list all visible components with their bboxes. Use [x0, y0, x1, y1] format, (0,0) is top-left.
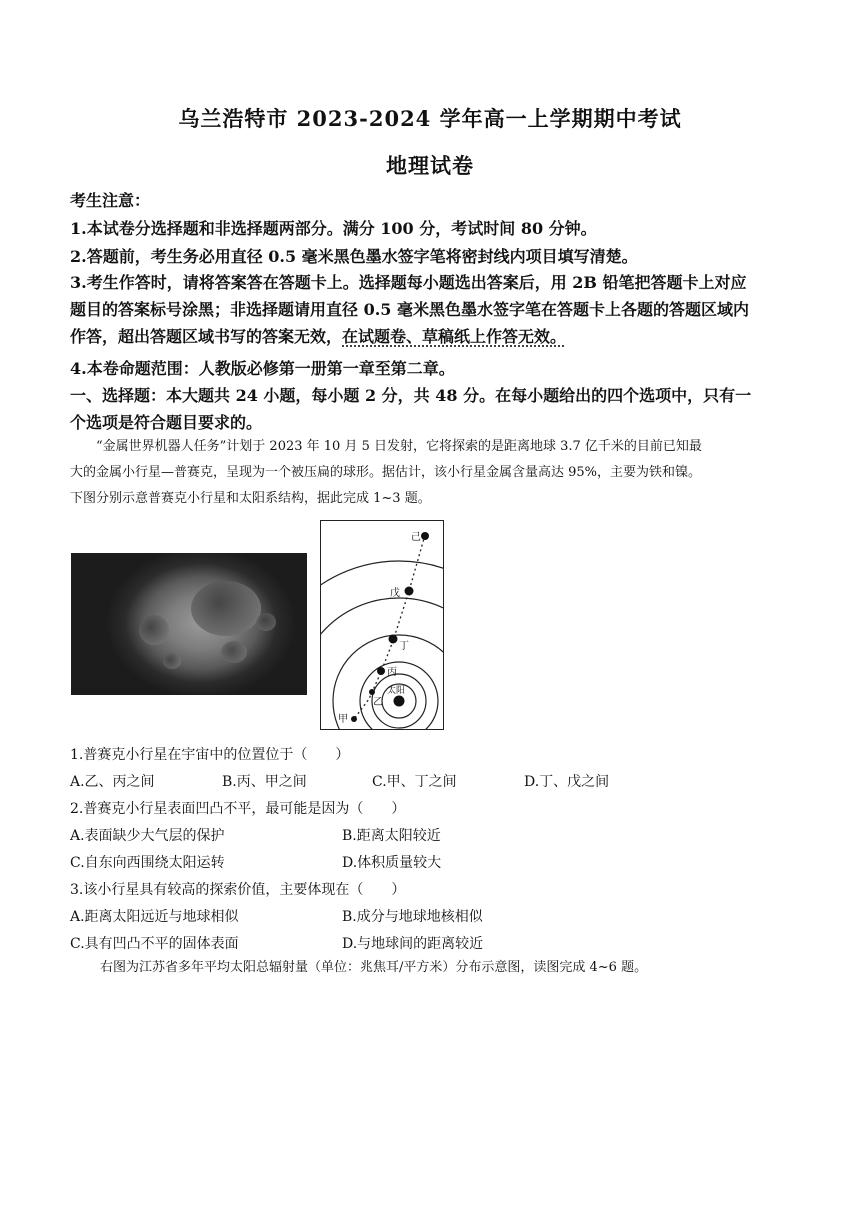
- question-3-option-b: B.成分与地球地核相似: [342, 909, 483, 925]
- question-2-option-d: D.体积质量较大: [342, 855, 442, 871]
- label-yi: 乙: [373, 697, 383, 708]
- psyche-asteroid-photo: [71, 553, 307, 695]
- notice-item-3-emphasis: 在试题卷、草稿纸上作答无效。: [342, 327, 567, 346]
- label-jia: 甲: [338, 714, 348, 725]
- planet-bing: [377, 667, 385, 675]
- passage-1-line-3: 下图分别示意普赛克小行星和太阳系结构，据此完成 1~3 题。: [70, 491, 431, 506]
- exam-subtitle: 地理试卷: [386, 153, 474, 178]
- question-1-option-a: A.乙、丙之间: [70, 774, 155, 790]
- orbit-ding: [333, 635, 443, 729]
- question-2-stem: 2.普赛克小行星表面凹凸不平，最可能是因为（ ）: [70, 801, 406, 817]
- question-1-stem: 1.普赛克小行星在宇宙中的位置位于（ ）: [70, 747, 350, 763]
- question-1-option-c: C.甲、丁之间: [372, 774, 457, 790]
- question-3-option-d: D.与地球间的距离较近: [342, 936, 484, 952]
- sun: [394, 696, 405, 707]
- planet-yi: [369, 689, 375, 695]
- label-sun: 太阳: [387, 686, 406, 696]
- question-3-stem: 3.该小行星具有较高的探索价值，主要体现在（ ）: [70, 882, 406, 898]
- planet-jia: [351, 716, 357, 722]
- section-1-intro-line-2: 个选项是符合题目要求的。: [70, 413, 263, 432]
- notice-heading: 考生注意：: [70, 191, 151, 210]
- question-2-option-a: A.表面缺少大气层的保护: [70, 828, 225, 844]
- question-3-option-c: C.具有凹凸不平的固体表面: [70, 936, 239, 952]
- exam-title: 乌兰浩特市 2023-2024 学年高一上学期期中考试: [178, 106, 682, 131]
- notice-item-3-plain: 作答，超出答题区域书写的答案无效，: [70, 327, 343, 346]
- label-bing: 丙: [387, 667, 397, 678]
- question-2-option-c: C.自东向西围绕太阳运转: [70, 855, 225, 871]
- planet-wu: [405, 587, 414, 596]
- passage-2: 右图为江苏省多年平均太阳总辐射量（单位：兆焦耳/平方米）分布示意图，读图完成 4~6 题。: [100, 960, 648, 975]
- planet-ding: [389, 635, 398, 644]
- notice-item-2: 2.答题前，考生务必用直径 0.5 毫米黑色墨水签字笔将密封线内项目填写清楚。: [70, 247, 638, 266]
- notice-item-3-line-2: 题目的答案标号涂黑；非选择题请用直径 0.5 毫米黑色墨水签字笔在答题卡上各题的答题区域内: [70, 300, 749, 319]
- notice-item-3-line-1: 3.考生作答时，请将答案答在答题卡上。选择题每小题选出答案后，用 2B 铅笔把答题卡上对应: [70, 273, 747, 292]
- notice-item-4: 4.本卷命题范围：人教版必修第一册第一章至第二章。: [70, 359, 455, 378]
- notice-item-1: 1.本试卷分选择题和非选择题两部分。满分 100 分，考试时间 80 分钟。: [70, 219, 597, 238]
- label-ding: 丁: [399, 641, 409, 652]
- question-2-option-b: B.距离太阳较近: [342, 828, 441, 844]
- solar-system-diagram: [320, 520, 444, 730]
- question-3-option-a: A.距离太阳远近与地球相似: [70, 909, 239, 925]
- notice-item-3-line-3: [70, 324, 800, 347]
- label-wu: 戊: [390, 588, 400, 599]
- passage-1-line-1: “金属世界机器人任务”计划于 2023 年 10 月 5 日发射，它将探索的是距离地球 3.7 亿千米的目前已知最: [96, 439, 702, 454]
- passage-1-line-2: 大的金属小行星—普赛克，呈现为一个被压扁的球形。据估计，该小行星金属含量高达 95%，主要为铁和镍。: [70, 465, 702, 480]
- question-1-option-b: B.丙、甲之间: [222, 774, 307, 790]
- question-1-option-d: D.丁、戊之间: [524, 774, 610, 790]
- section-1-intro-line-1: 一、选择题：本大题共 24 小题，每小题 2 分，共 48 分。在每小题给出的四个选项中，只有一: [70, 386, 752, 405]
- label-ji: 己: [411, 532, 421, 543]
- planet-ji: [421, 532, 429, 540]
